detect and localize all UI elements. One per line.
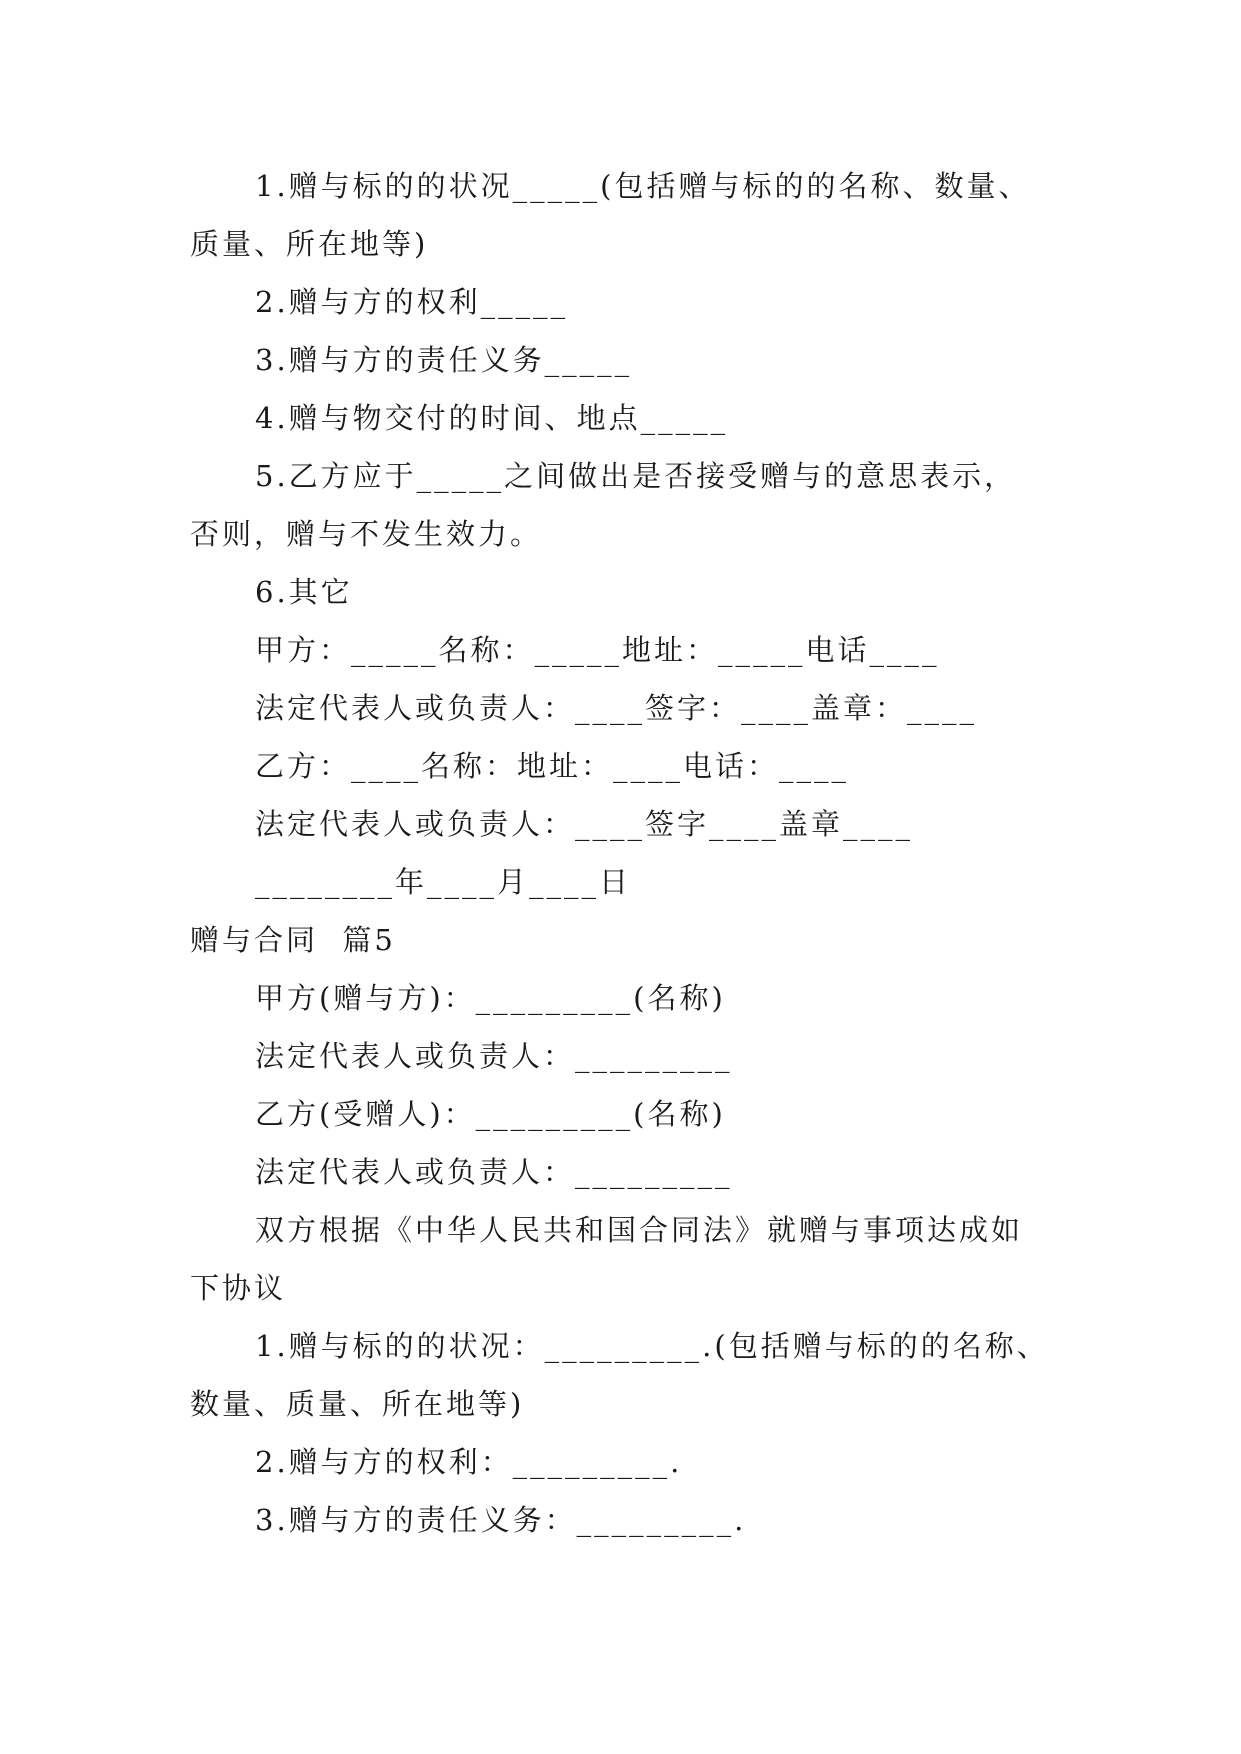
party-a-info: 甲方：_____名称：_____地址：_____电话____: [255, 633, 940, 667]
clause-6: 6.其它: [255, 575, 353, 609]
section-title: 赠与合同 篇5: [190, 923, 396, 957]
section-clause-1-line-1: 1.赠与标的的状况：_________.(包括赠与标的的名称、: [255, 1329, 1049, 1363]
party-b-representative-2: 法定代表人或负责人：_________: [255, 1155, 733, 1189]
date-line: ________年____月____日: [255, 865, 632, 899]
clause-5-line-2: 否则，赠与不发生效力。: [190, 517, 543, 551]
party-a-representative: 法定代表人或负责人：____签字：____盖章：____: [255, 691, 978, 725]
party-b-representative: 法定代表人或负责人：____签字____盖章____: [255, 807, 914, 841]
clause-5-line-1: 5.乙方应于_____之间做出是否接受赠与的意思表示，: [255, 459, 1017, 493]
clause-3: 3.赠与方的责任义务_____: [255, 343, 633, 377]
clause-1-line-2: 质量、所在地等): [190, 227, 429, 261]
agreement-intro-line-1: 双方根据《中华人民共和国合同法》就赠与事项达成如: [255, 1213, 1024, 1247]
party-a-donor: 甲方(赠与方)：_________(名称): [255, 981, 726, 1015]
party-b-info: 乙方：____名称：地址：____电话：____: [255, 749, 850, 783]
clause-2: 2.赠与方的权利_____: [255, 285, 569, 319]
party-b-donee: 乙方(受赠人)：_________(名称): [255, 1097, 726, 1131]
clause-1-line-1: 1.赠与标的的状况_____(包括赠与标的的名称、数量、: [255, 169, 1031, 203]
agreement-intro-line-2: 下协议: [190, 1271, 287, 1305]
section-clause-1-line-2: 数量、质量、所在地等): [190, 1387, 525, 1421]
clause-4: 4.赠与物交付的时间、地点_____: [255, 401, 729, 435]
party-a-representative-2: 法定代表人或负责人：_________: [255, 1039, 733, 1073]
section-clause-3: 3.赠与方的责任义务：_________.: [255, 1503, 747, 1537]
section-clause-2: 2.赠与方的权利：_________.: [255, 1445, 683, 1479]
